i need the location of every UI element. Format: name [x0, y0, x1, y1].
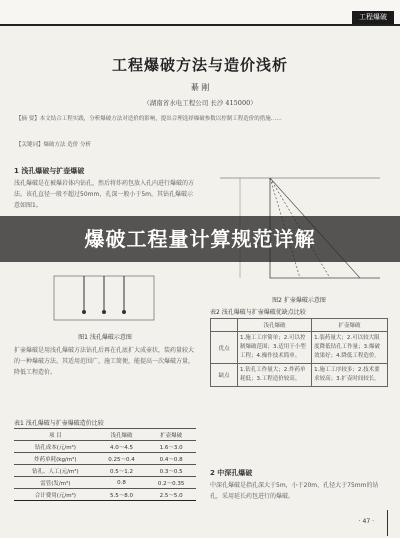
- section1-text: 浅孔爆破是在被爆岩体内钻孔，然后将炸药包放入孔内进行爆破的方法。该孔直径一般不超过50mm，孔深一般小于5m，其钻孔爆破示意如图1。: [14, 180, 195, 209]
- table-row: [14, 453, 196, 465]
- table-cell: 0.3～0.5: [146, 465, 196, 477]
- page-corner-mark: [387, 510, 388, 536]
- table1-header: 浅孔爆破: [97, 429, 147, 441]
- table-row: [14, 441, 196, 453]
- figure1-drawing: [14, 268, 196, 328]
- table1-header: 项 目: [14, 429, 97, 441]
- table-cell: 雷管(发/m³): [14, 477, 97, 489]
- abstract: 【摘 要】本文结合工程实践，分析爆破方法对造价的影响，提出合理选择爆破参数以控制工程造价的措施……: [16, 116, 282, 122]
- table-cell: 0.8: [97, 477, 147, 489]
- table-row: [14, 465, 196, 477]
- section2-heading: 2 中深孔爆破: [210, 469, 253, 477]
- table2-header: [211, 319, 238, 332]
- section-badge: 工程爆破: [352, 11, 394, 24]
- paragraph-2: 扩壶爆破是用浅孔爆破方法钻孔后再在孔底扩大成壶状，装药量较大的一种爆破方法。其适用范围广，施工简便，能提高一次爆破方量，降低工程造价。: [14, 347, 195, 376]
- table-cell: 4.0～4.5: [97, 441, 147, 453]
- table2-header: 扩壶爆破: [312, 319, 388, 332]
- table-cell: 0.2～0.35: [146, 477, 196, 489]
- author-affiliation: （湖南省水电工程公司 长沙 415000）: [143, 99, 257, 107]
- table-cell: 1.施工工序较多；2.技术要求较高；3.扩壶时间较长。: [312, 364, 388, 387]
- table-cell: 0.5～1.2: [97, 465, 147, 477]
- table-cell: 钻孔成本(元/m³): [14, 441, 97, 453]
- table-row: [211, 364, 388, 387]
- table-cell: 2.5～5.0: [146, 489, 196, 501]
- keywords: 【关键词】爆破方法 造价 分析: [16, 142, 91, 148]
- table-cell: 钻孔、人工(元/m³): [14, 465, 97, 477]
- article-author: 綦 刚: [190, 83, 210, 92]
- table-row: [211, 332, 388, 364]
- section1-heading: 1 浅孔爆破与扩壶爆破: [14, 167, 85, 175]
- charge-3: [122, 310, 126, 314]
- row-category: 优点: [211, 332, 238, 364]
- table-cell: 合计费用(元/m³): [14, 489, 97, 501]
- row-category: 缺点: [211, 364, 238, 387]
- charge-2: [102, 310, 106, 314]
- table2-title: 表2 浅孔爆破与扩壶爆破优缺点比较: [210, 309, 306, 316]
- table-cell: 1.钻孔工作量大；2.炸药单耗低；3.工程造价较高。: [238, 364, 312, 387]
- table-row: [14, 489, 196, 501]
- banner-title: 爆破工程量计算规范详解: [84, 227, 316, 251]
- table-row: [14, 477, 196, 489]
- table2-header: 浅孔爆破: [238, 319, 312, 332]
- table-cell: 1.装药量大；2.可以较大限度降低钻孔工作量；3.爆破效果好；4.降低工程造价。: [312, 332, 388, 364]
- table-cell: 0.25～0.4: [97, 453, 147, 465]
- table1-title: 表1 浅孔爆破与扩壶爆破造价比较: [14, 420, 104, 427]
- table-cell: 0.4～0.8: [146, 453, 196, 465]
- figure1-caption: 图1 浅孔爆破示意图: [78, 334, 132, 341]
- table-cell: 炸药单耗(kg/m³): [14, 453, 97, 465]
- table1-header: 扩壶爆破: [146, 429, 196, 441]
- section2-text: 中深孔爆破是指孔深大于5m，小于20m，孔径大于75mm的钻孔，采用延长药包进行的爆破。: [210, 482, 379, 500]
- table-cell: 1.6～3.0: [146, 441, 196, 453]
- table-cell: 1.施工工序简单；2.可以控制爆破范围；3.适用于小型工程；4.操作技术简单。: [238, 332, 312, 364]
- article-title: 工程爆破方法与造价浅析: [111, 56, 288, 74]
- table1: [14, 428, 196, 501]
- journal-header: [0, 0, 400, 26]
- page-number: · 47 ·: [358, 518, 374, 525]
- table-cell: 5.5～8.0: [97, 489, 147, 501]
- table2: [210, 318, 388, 387]
- figure2-caption: 图2 扩壶爆破示意图: [272, 297, 326, 304]
- charge-1: [82, 310, 86, 314]
